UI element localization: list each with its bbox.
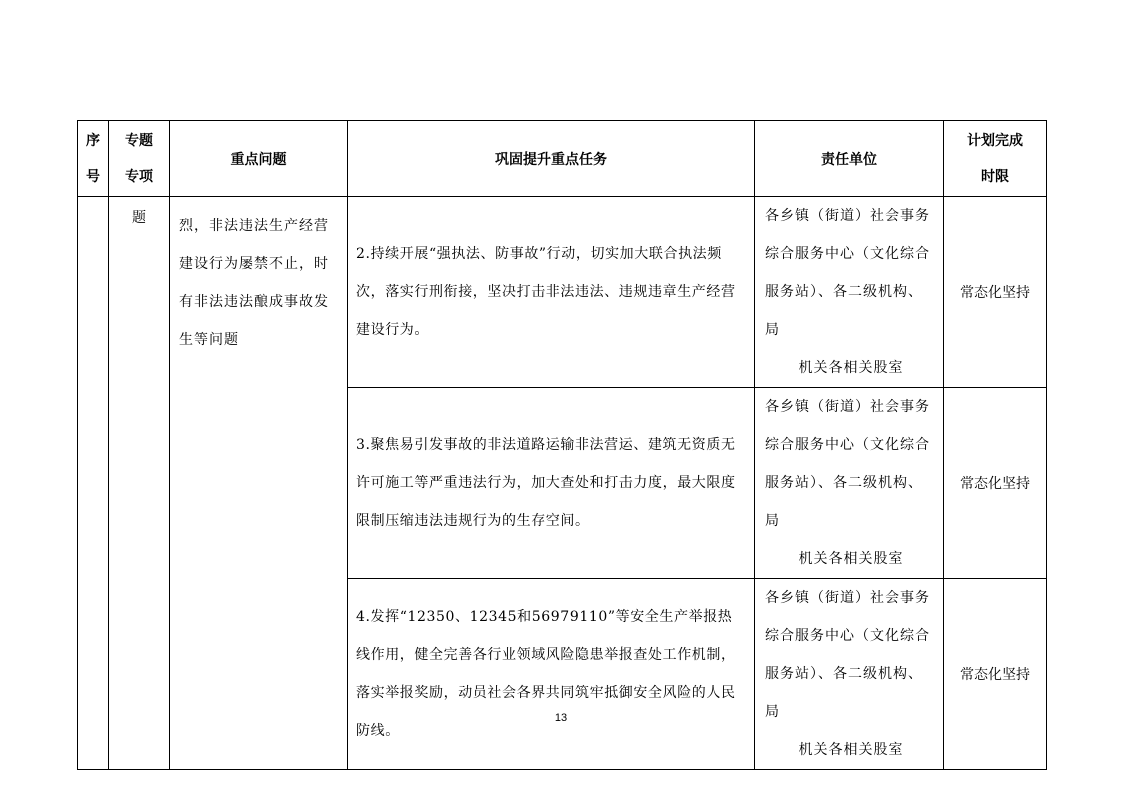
unit-cell [755, 579, 944, 770]
header-unit: 责任单位 [755, 121, 944, 197]
unit-line: 机关各相关股室 [798, 360, 904, 376]
seq-cell [78, 197, 109, 770]
header-topic: 专题 专项 [109, 121, 170, 197]
unit-line: 各乡镇（街道）社会事务 [765, 399, 930, 415]
page-number: 13 [554, 712, 568, 724]
header-issue: 重点问题 [170, 121, 348, 197]
task-text: 4.发挥“12350、12345和56979110”等安全生产举报热线作用，健全完善各行业领域风险隐患举报查处工作机制，落实举报奖励，动员社会各界共同筑牢抵御安全风险的人民防线。 [356, 609, 736, 739]
unit-cell [755, 197, 944, 388]
issue-text: 烈，非法违法生产经营建设行为屡禁不止，时有非法违法酿成事故发生等问题 [179, 218, 329, 348]
unit-line: 各乡镇（街道）社会事务 [765, 590, 930, 606]
header-seq: 序 号 [78, 121, 109, 197]
table-row [78, 197, 1047, 388]
unit-line: 服务站）、各二级机构、局 [765, 666, 923, 720]
deadline-cell: 常态化坚持 [944, 388, 1047, 579]
unit-line: 综合服务中心（文化综合 [765, 246, 930, 262]
topic-cell: 题 [109, 197, 170, 770]
deadline-cell: 常态化坚持 [944, 197, 1047, 388]
unit-line: 机关各相关股室 [798, 551, 904, 567]
unit-line: 机关各相关股室 [798, 742, 904, 758]
task-cell [348, 197, 755, 388]
unit-line: 综合服务中心（文化综合 [765, 628, 930, 644]
task-text: 3.聚焦易引发事故的非法道路运输非法营运、建筑无资质无许可施工等严重违法行为，加大查处和打击力度，最大限度限制压缩违法违规行为的生存空间。 [356, 437, 736, 529]
issue-cell [170, 197, 348, 770]
task-cell [348, 388, 755, 579]
unit-cell [755, 388, 944, 579]
task-table [77, 120, 1047, 770]
header-row [78, 121, 1047, 197]
unit-line: 各乡镇（街道）社会事务 [765, 208, 930, 224]
task-text: 2.持续开展“强执法、防事故”行动，切实加大联合执法频次，落实行刑衔接，坚决打击非法违法、违规违章生产经营建设行为。 [356, 246, 736, 338]
unit-line: 服务站）、各二级机构、局 [765, 475, 923, 529]
deadline-cell: 常态化坚持 [944, 579, 1047, 770]
header-deadline: 计划完成 时限 [944, 121, 1047, 197]
unit-line: 服务站）、各二级机构、局 [765, 284, 923, 338]
task-cell [348, 579, 755, 770]
unit-line: 综合服务中心（文化综合 [765, 437, 930, 453]
header-task: 巩固提升重点任务 [348, 121, 755, 197]
